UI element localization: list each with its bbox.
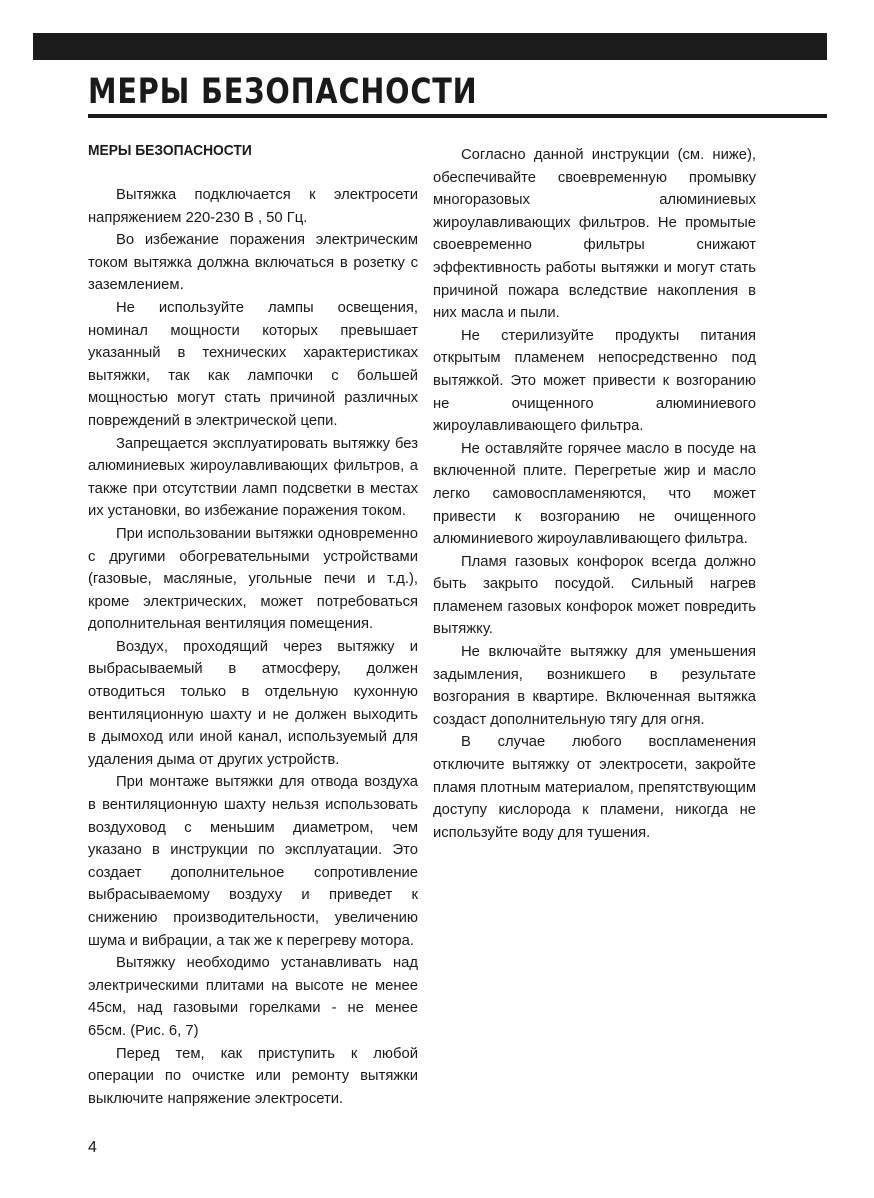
paragraph: Воздух, проходящий через вытяжку и выбрасываемый в атмосферу, должен отводиться только в отдельную кухонную вентиляционную шахту и не должен выходить в дымоход или иной канал, используемый для удаления дыма от других устройств. — [88, 638, 418, 768]
paragraph: Не оставляйте горячее масло в посуде на включенной плите. Перегретые жир и масло легко самовоспламеняются, что может привести к возгоранию не очищенного алюминиевого жироулавливающего фильтра. — [433, 440, 756, 548]
paragraph: Не включайте вытяжку для уменьшения задымления, возникшего в результате возгорания в квартире. Включенная вытяжка создаст дополнительную тягу для огня. — [433, 644, 756, 728]
page-title: МЕРЫ БЕЗОПАСНОСТИ — [88, 72, 478, 112]
paragraph: Вытяжка подключается к электросети напряжением 220-230 В , 50 Гц. — [88, 187, 418, 226]
right-column — [433, 144, 756, 844]
paragraph: В случае любого воспламенения отключите вытяжку от электросети, закройте пламя плотным материалом, препятствующим доступу кислорода к пламени, никогда не используйте воду для тушения. — [433, 734, 756, 841]
paragraph: При монтаже вытяжки для отвода воздуха в вентиляционную шахту нельзя использовать воздуховод с меньшим диаметром, чем указано в инструкции по эксплуатации. Это создает дополнительное сопротивление выбрасываемому воздуху и приведет к снижению производительности, увеличению шума и вибрации, а так же к перегреву мотора. — [88, 774, 418, 949]
paragraph: Пламя газовых конфорок всегда должно быть закрыто посудой. Сильный нагрев пламенем газовых конфорок может повредить вытяжку. — [433, 553, 756, 638]
title-divider — [88, 114, 827, 118]
paragraph: Не используйте лампы освещения, номинал мощности которых превышает указанный в технических характеристиках вытяжки, так как лампочки с большей мощностью могут стать причиной различных повреждений в электрической цепи. — [88, 299, 418, 429]
page-number: 4 — [88, 1139, 97, 1156]
paragraph: При использовании вытяжки одновременно с другими обогревательными устройствами (газовые, масляные, угольные печи и т.д.), кроме электрических, может потребоваться дополнительная вентиляция помещения. — [88, 525, 418, 633]
paragraph: Запрещается эксплуатировать вытяжку без алюминиевых жироулавливающих фильтров, а также при отсутствии ламп подсветки в местах их установки, во избежание поражения током. — [88, 435, 418, 520]
paragraph: Не стерилизуйте продукты питания открытым пламенем непосредственно под вытяжкой. Это может привести к возгоранию не очищенного алюминиевого жироулавливающего фильтра. — [433, 327, 756, 435]
paragraph: Согласно данной инструкции (см. ниже), обеспечивайте своевременную промывку многоразовых алюминиевых жироулавливающих фильтров. Не промытые своевременно фильтры снижают эффективность работы вытяжки и могут стать причиной пожара вследствие накопления в них масла и пыли. — [433, 147, 756, 322]
header-bar — [33, 33, 827, 60]
paragraph: Вытяжку необходимо устанавливать над электрическими плитами на высоте не менее 45см, над газовыми горелками - не менее 65см. (Рис. 6, 7) — [88, 955, 418, 1039]
section-heading: МЕРЫ БЕЗОПАСНОСТИ — [88, 142, 252, 159]
paragraph: Во избежание поражения электрическим током вытяжка должна включаться в розетку с заземлением. — [88, 232, 418, 294]
paragraph: Перед тем, как приступить к любой операции по очистке или ремонту вытяжки выключите напряжение электросети. — [88, 1045, 418, 1107]
left-column — [88, 140, 418, 1110]
